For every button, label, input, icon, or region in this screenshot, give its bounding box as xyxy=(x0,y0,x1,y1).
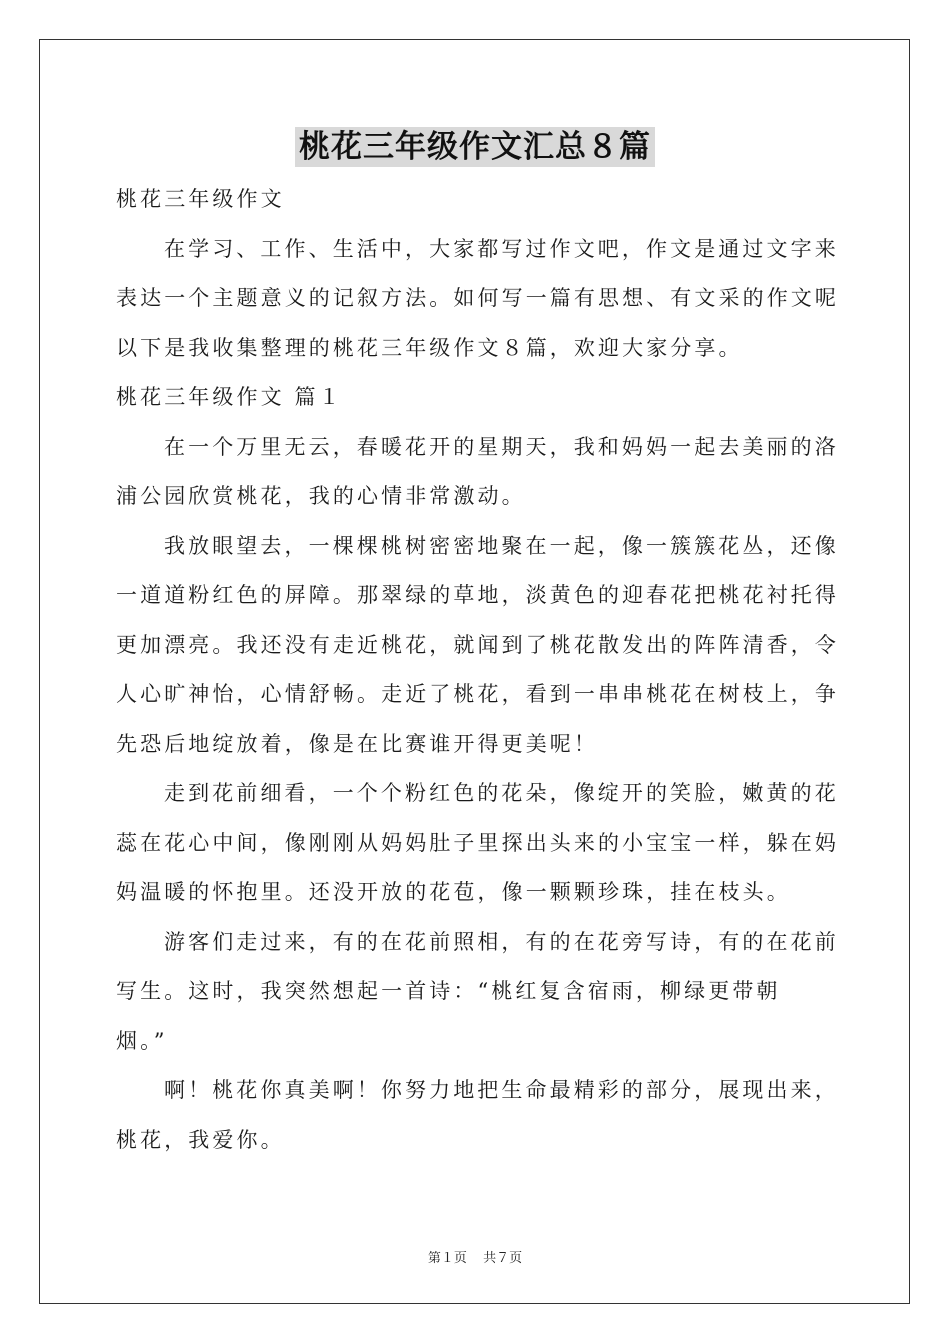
page-number: 第１页 xyxy=(427,1251,467,1266)
page-total: 共７页 xyxy=(483,1251,523,1266)
text-line: 先恐后地绽放着，像是在比赛谁开得更美呢！ xyxy=(116,731,598,756)
text-line: 啊！桃花你真美啊！你努力地把生命最精彩的部分，展现出来， xyxy=(164,1078,839,1102)
text-line: 人心旷神怡，心情舒畅。走近了桃花，看到一串串桃花在树枝上，争 xyxy=(116,682,839,706)
text-line: 桃花三年级作文 篇１ xyxy=(116,385,343,409)
text-line: 在一个万里无云，春暖花开的星期天，我和妈妈一起去美丽的洛 xyxy=(164,434,839,459)
text-line: 桃花三年级作文 xyxy=(116,187,285,211)
text-line: 妈温暖的怀抱里。还没开放的花苞，像一颗颗珍珠，挂在枝头。 xyxy=(116,880,791,904)
text-line: 我放眼望去，一棵棵桃树密密地聚在一起，像一簇簇花丛，还像 xyxy=(164,533,839,558)
text-line: 蕊在花心中间，像刚刚从妈妈肚子里探出头来的小宝宝一样，躲在妈 xyxy=(116,830,839,855)
text-line: 在学习、工作、生活中，大家都写过作文吧，作文是通过文字来 xyxy=(164,236,839,261)
text-line: 烟。” xyxy=(116,1028,168,1053)
text-line: 一道道粉红色的屏障。那翠绿的草地，淡黄色的迎春花把桃花衬托得 xyxy=(116,583,839,607)
text-line: 写生。这时，我突然想起一首诗：“桃红复含宿雨，柳绿更带朝 xyxy=(116,979,781,1003)
document-title: 桃花三年级作文汇总８篇 xyxy=(295,127,655,167)
text-line: 走到花前细看，一个个粉红色的花朵，像绽开的笑脸，嫩黄的花 xyxy=(164,781,839,805)
text-line: 桃花，我爱你。 xyxy=(116,1127,285,1152)
text-line: 浦公园欣赏桃花，我的心情非常激动。 xyxy=(116,484,526,508)
title-container xyxy=(0,127,950,167)
page-footer xyxy=(0,1247,950,1266)
text-line: 游客们走过来，有的在花前照相，有的在花旁写诗，有的在花前 xyxy=(164,929,839,954)
text-line: 以下是我收集整理的桃花三年级作文８篇，欢迎大家分享。 xyxy=(116,335,743,360)
text-line: 表达一个主题意义的记叙方法。如何写一篇有思想、有文采的作文呢 xyxy=(116,286,839,310)
text-line: 更加漂亮。我还没有走近桃花，就闻到了桃花散发出的阵阵清香，令 xyxy=(116,632,839,657)
document-body xyxy=(116,175,839,1165)
